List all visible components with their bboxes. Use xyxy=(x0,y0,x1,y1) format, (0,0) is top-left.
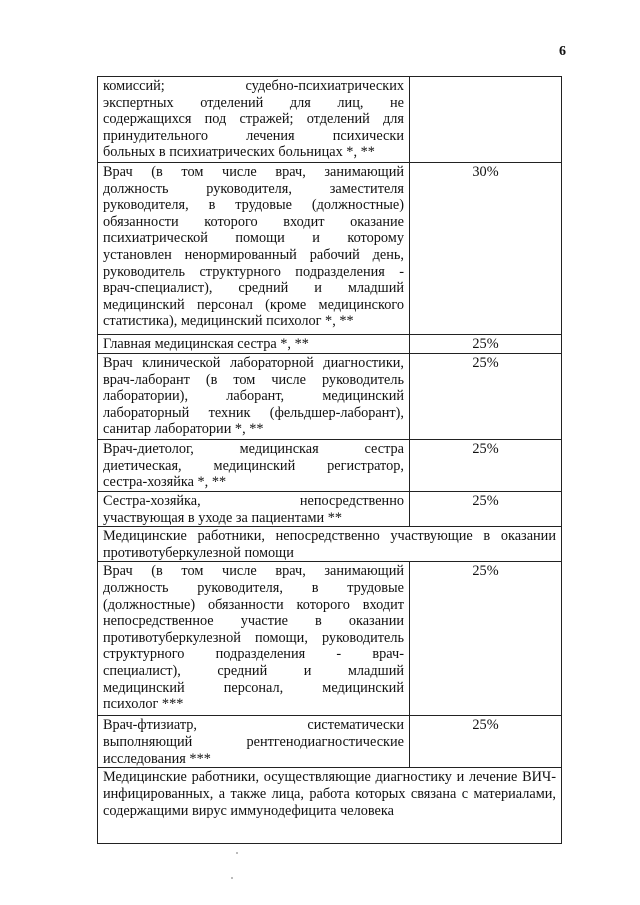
text-line: диетическая, медицинский регистратор, xyxy=(103,457,404,474)
scan-speck xyxy=(236,852,238,854)
allowance-value: 25% xyxy=(410,354,562,440)
text-line: установлен ненормированный рабочий день, xyxy=(103,246,404,263)
text-line: (должностные) обязанности которого входит xyxy=(103,596,404,613)
text-line: комиссий; судебно-психиатрических xyxy=(103,78,404,94)
text-line: Врач (в том числе врач, занимающий xyxy=(103,164,404,180)
text-line: больных в психиатрических больницах *, ** xyxy=(103,144,375,161)
text-line: Главная медицинская сестра *, ** xyxy=(103,336,309,352)
text-line: специалист), средний и младший xyxy=(103,662,404,679)
table-row xyxy=(98,562,562,716)
position-description xyxy=(98,492,410,527)
position-description xyxy=(98,562,410,716)
position-description xyxy=(98,163,410,335)
position-description xyxy=(98,440,410,492)
text-line: психиатрической помощи и которому xyxy=(103,230,404,247)
section-header: Медицинские работники, непосредственно участвующие в оказании противотуберкулезной помощи xyxy=(98,527,562,562)
text-line: должность руководителя, заместителя xyxy=(103,180,404,197)
text-line: непосредственное участие в оказании xyxy=(103,613,404,630)
page-number: 6 xyxy=(559,44,566,59)
text-line: руководитель структурного подразделения - xyxy=(103,263,404,280)
allowance-value xyxy=(410,77,562,163)
text-line: должность руководителя, в трудовые xyxy=(103,579,404,596)
section-header: Медицинские работники, осуществляющие диагностику и лечение ВИЧ-инфицированных, а также лица, работа которых связана с материалами, содержащими вирус иммунодефицита человека xyxy=(98,768,562,844)
section-header-row xyxy=(98,527,562,562)
position-description xyxy=(98,335,410,354)
table-row xyxy=(98,77,562,163)
position-description xyxy=(98,77,410,163)
table-row xyxy=(98,440,562,492)
table-row xyxy=(98,335,562,354)
text-line: содержащихся под стражей; отделений для xyxy=(103,111,404,128)
text-line: обязанности которого входит оказание xyxy=(103,213,404,230)
allowance-value: 25% xyxy=(410,440,562,492)
section-header-row xyxy=(98,768,562,844)
text-line: противотуберкулезной помощи, руководитель xyxy=(103,629,404,646)
position-description xyxy=(98,354,410,440)
text-line: врач-лаборант (в том числе руководитель xyxy=(103,371,404,388)
text-line: Врач-диетолог, медицинская сестра xyxy=(103,441,404,457)
text-line: участвующая в уходе за пациентами ** xyxy=(103,509,343,526)
text-line: принудительного лечения психически xyxy=(103,127,404,144)
allowance-value: 25% xyxy=(410,335,562,354)
table-row xyxy=(98,163,562,335)
text-line: исследования *** xyxy=(103,750,211,767)
table-row xyxy=(98,716,562,768)
text-line: медицинский персонал, медицинский xyxy=(103,679,404,696)
text-line: Врач клинической лабораторной диагностики, xyxy=(103,355,404,371)
text-line: врач-специалист), средний и младший xyxy=(103,280,404,297)
text-line: статистика), медицинский психолог *, ** xyxy=(103,313,354,330)
text-line: экспертных отделений для лиц, не xyxy=(103,94,404,111)
text-line: лаборатории), лаборант, медицинский xyxy=(103,388,404,405)
allowance-value: 25% xyxy=(410,492,562,527)
scan-speck xyxy=(231,877,233,879)
text-line: Сестра-хозяйка, непосредственно xyxy=(103,493,404,509)
text-line: руководителя, в трудовые (должностные) xyxy=(103,197,404,214)
allowance-value: 25% xyxy=(410,716,562,768)
text-line: структурного подразделения - врач- xyxy=(103,646,404,663)
text-line: Врач (в том числе врач, занимающий xyxy=(103,563,404,580)
text-line: санитар лаборатории *, ** xyxy=(103,421,264,438)
text-line: выполняющий рентгенодиагностические xyxy=(103,733,404,750)
table-row xyxy=(98,354,562,440)
allowance-value: 25% xyxy=(410,562,562,716)
allowance-value: 30% xyxy=(410,163,562,335)
text-line: сестра-хозяйка *, ** xyxy=(103,474,227,491)
text-line: лабораторный техник (фельдшер-лаборант), xyxy=(103,404,404,421)
text-line: медицинский персонал (кроме медицинского xyxy=(103,296,404,313)
allowance-table xyxy=(97,76,562,844)
position-description xyxy=(98,716,410,768)
text-line: психолог *** xyxy=(103,696,184,713)
text-line: Врач-фтизиатр, систематически xyxy=(103,717,404,734)
table-row xyxy=(98,492,562,527)
